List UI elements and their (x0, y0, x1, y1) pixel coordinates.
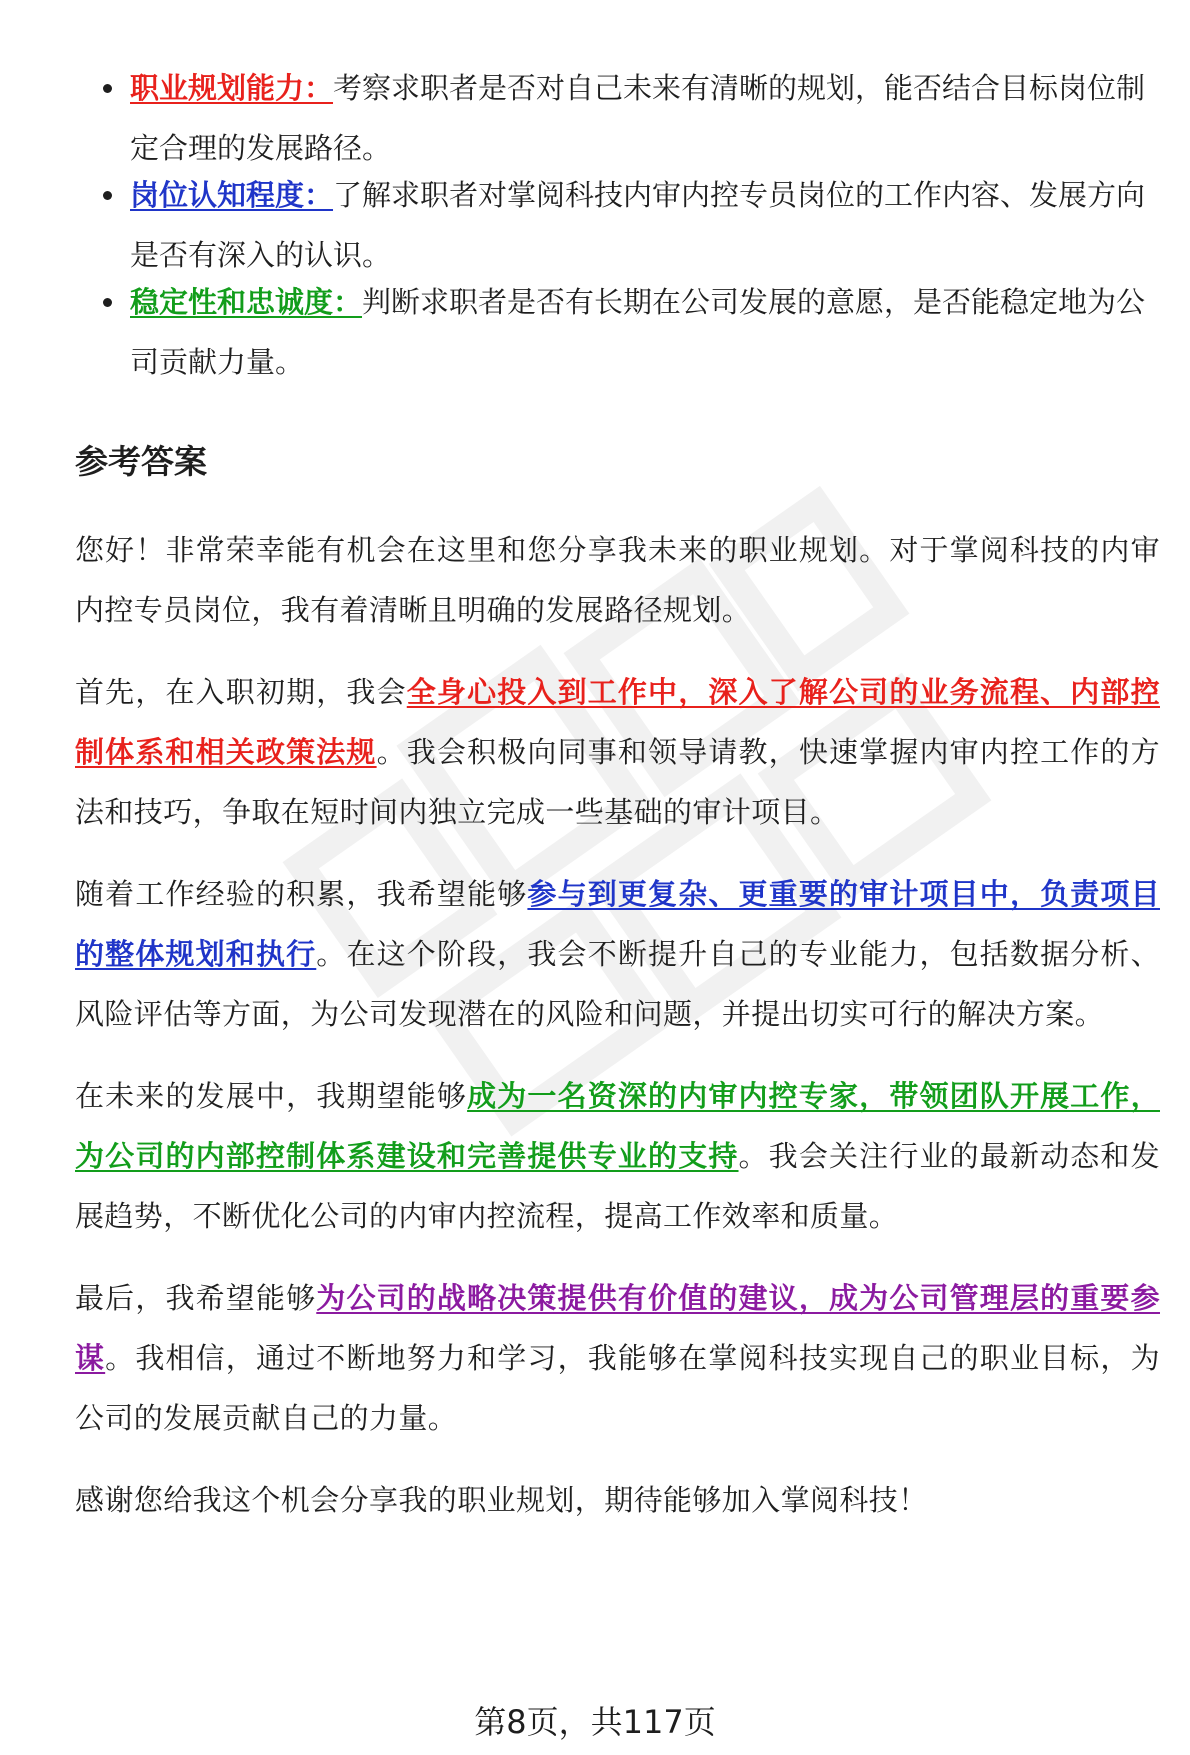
highlight-text: 为公司的战略决策提供有价值的建议，成为公司管理层的重要参谋 (75, 1281, 1160, 1375)
criteria-text: 判断求职者是否有长期在公司发展的意愿，是否能稳定地为公司贡献力量。 (130, 285, 1146, 379)
paragraph-text: 在未来的发展中，我期望能够 (75, 1079, 468, 1113)
criteria-label: 稳定性和忠诚度： (130, 285, 363, 319)
paragraph (75, 520, 1160, 640)
bullet-icon (103, 298, 112, 307)
main-content (75, 58, 1160, 1530)
paragraph (75, 1268, 1160, 1448)
list-item (75, 58, 1160, 178)
list-item (75, 272, 1160, 392)
criteria-text: 考察求职者是否对自己未来有清晰的规划，能否结合目标岗位制定合理的发展路径。 (130, 71, 1146, 165)
paragraph-text: 最后，我希望能够 (75, 1281, 317, 1315)
paragraph (75, 662, 1160, 842)
paragraph-text: 。我相信，通过不断地努力和学习，我能够在掌阅科技实现自己的职业目标，为公司的发展贡献自己的力量。 (75, 1341, 1160, 1435)
highlight-text: 参与到更复杂、更重要的审计项目中，负责项目的整体规划和执行 (75, 877, 1160, 971)
paragraph (75, 864, 1160, 1044)
paragraph-text: 。我会关注行业的最新动态和发展趋势，不断优化公司的内审内控流程，提高工作效率和质量。 (75, 1139, 1160, 1233)
paragraph (75, 1470, 1160, 1530)
criteria-label: 职业规划能力： (130, 71, 334, 105)
list-item (75, 165, 1160, 285)
highlight-text: 成为一名资深的内审内控专家，带领团队开展工作，为公司的内部控制体系建设和完善提供专业的支持 (75, 1079, 1160, 1173)
paragraph-text: 随着工作经验的积累，我希望能够 (75, 877, 528, 911)
bullet-icon (103, 84, 112, 93)
paragraph-text: 首先，在入职初期，我会 (75, 675, 407, 709)
page-number: 第8页，共117页 (474, 1703, 716, 1741)
criteria-text: 了解求职者对掌阅科技内审内控专员岗位的工作内容、发展方向是否有深入的认识。 (130, 178, 1146, 272)
criteria-label: 岗位认知程度： (130, 178, 334, 212)
paragraph-text: 您好！非常荣幸能有机会在这里和您分享我未来的职业规划。对于掌阅科技的内审内控专员岗位，我有着清晰且明确的发展路径规划。 (75, 533, 1160, 627)
paragraph-text: 。我会积极向同事和领导请教，快速掌握内审内控工作的方法和技巧，争取在短时间内独立完成一些基础的审计项目。 (75, 735, 1160, 829)
highlight-text: 全身心投入到工作中，深入了解公司的业务流程、内部控制体系和相关政策法规 (75, 675, 1160, 769)
section-title: 参考答案 (75, 442, 207, 481)
paragraph (75, 1066, 1160, 1246)
paragraph-text: 。在这个阶段，我会不断提升自己的专业能力，包括数据分析、风险评估等方面，为公司发现潜在的风险和问题，并提出切实可行的解决方案。 (75, 937, 1160, 1031)
criteria-list (75, 58, 1160, 392)
paragraph-text: 感谢您给我这个机会分享我的职业规划，期待能够加入掌阅科技！ (75, 1483, 928, 1517)
bullet-icon (103, 191, 112, 200)
